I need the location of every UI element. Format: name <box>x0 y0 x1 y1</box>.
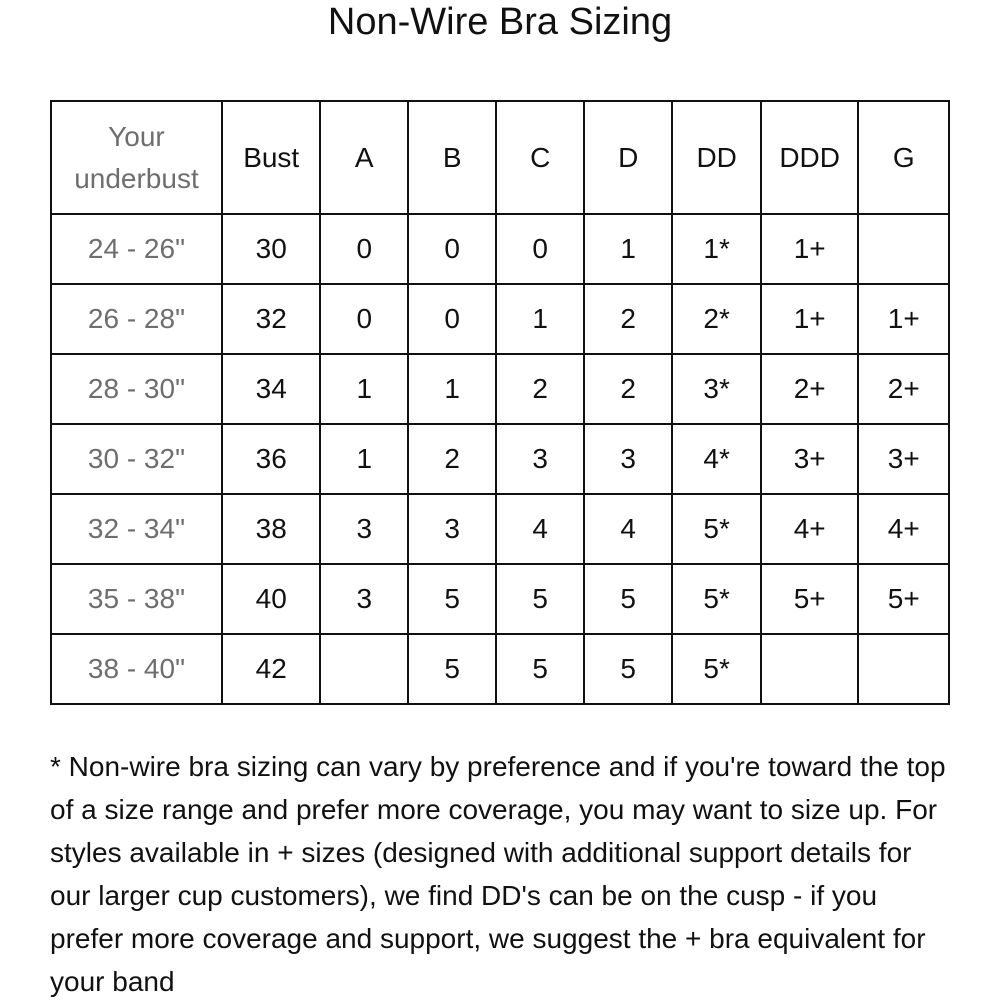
size-cell-ddd: 5+ <box>761 564 859 634</box>
size-cell-c: 2 <box>496 354 583 424</box>
size-cell-g: 3+ <box>858 424 949 494</box>
column-header-g: G <box>858 101 949 214</box>
table-row <box>51 354 949 424</box>
size-cell-b: 0 <box>408 214 496 284</box>
size-cell-a: 0 <box>320 284 407 354</box>
size-cell-dd: 5* <box>672 494 760 564</box>
size-cell-c: 3 <box>496 424 583 494</box>
size-cell-b: 5 <box>408 564 496 634</box>
size-cell-g: 2+ <box>858 354 949 424</box>
table-row <box>51 424 949 494</box>
size-cell-c: 5 <box>496 564 583 634</box>
column-header-bust: Bust <box>222 101 321 214</box>
size-cell-g: 1+ <box>858 284 949 354</box>
size-cell-ddd: 1+ <box>761 284 859 354</box>
underbust-range-cell: 28 - 30" <box>51 354 222 424</box>
size-cell-dd: 1* <box>672 214 760 284</box>
table-row <box>51 634 949 704</box>
size-cell-ddd: 3+ <box>761 424 859 494</box>
bust-cell: 42 <box>222 634 321 704</box>
size-cell-ddd <box>761 634 859 704</box>
sizing-footnote: * Non-wire bra sizing can vary by preference and if you're toward the top of a size range and prefer more coverage, you may want to size up. For styles available in + sizes (designed with additional support details for our larger cup customers), we find DD's can be on the cusp - if you prefer more coverage and support, we suggest the + bra equivalent for your band <box>50 751 946 997</box>
size-cell-b: 3 <box>408 494 496 564</box>
size-cell-b: 0 <box>408 284 496 354</box>
size-cell-ddd: 2+ <box>761 354 859 424</box>
size-cell-a: 3 <box>320 564 407 634</box>
size-cell-d: 4 <box>584 494 672 564</box>
column-header-b: B <box>408 101 496 214</box>
size-cell-g <box>858 214 949 284</box>
size-cell-d: 5 <box>584 634 672 704</box>
underbust-range-cell: 24 - 26" <box>51 214 222 284</box>
size-cell-c: 4 <box>496 494 583 564</box>
size-cell-dd: 2* <box>672 284 760 354</box>
underbust-range-cell: 35 - 38" <box>51 564 222 634</box>
size-cell-d: 3 <box>584 424 672 494</box>
size-cell-c: 1 <box>496 284 583 354</box>
underbust-range-cell: 30 - 32" <box>51 424 222 494</box>
column-header-c: C <box>496 101 583 214</box>
column-header-underbust: Your underbust <box>51 101 222 214</box>
column-header-dd: DD <box>672 101 760 214</box>
size-cell-d: 5 <box>584 564 672 634</box>
column-header-ddd: DDD <box>761 101 859 214</box>
size-cell-g <box>858 634 949 704</box>
size-cell-d: 2 <box>584 284 672 354</box>
page-title: Non-Wire Bra Sizing <box>327 1 673 43</box>
size-cell-b: 2 <box>408 424 496 494</box>
size-cell-d: 1 <box>584 214 672 284</box>
size-chart-table <box>50 100 950 705</box>
table-row <box>51 494 949 564</box>
underbust-range-cell: 32 - 34" <box>51 494 222 564</box>
size-cell-a <box>320 634 407 704</box>
bust-cell: 38 <box>222 494 321 564</box>
size-cell-a: 1 <box>320 424 407 494</box>
size-cell-g: 4+ <box>858 494 949 564</box>
size-cell-c: 5 <box>496 634 583 704</box>
size-cell-a: 1 <box>320 354 407 424</box>
table-row <box>51 564 949 634</box>
size-cell-g: 5+ <box>858 564 949 634</box>
size-cell-dd: 4* <box>672 424 760 494</box>
bust-cell: 30 <box>222 214 321 284</box>
bust-cell: 32 <box>222 284 321 354</box>
size-cell-ddd: 4+ <box>761 494 859 564</box>
size-cell-b: 1 <box>408 354 496 424</box>
table-header-row <box>51 101 949 214</box>
size-cell-c: 0 <box>496 214 583 284</box>
size-cell-a: 3 <box>320 494 407 564</box>
size-cell-dd: 3* <box>672 354 760 424</box>
size-cell-dd: 5* <box>672 634 760 704</box>
bust-cell: 36 <box>222 424 321 494</box>
size-cell-d: 2 <box>584 354 672 424</box>
table-row <box>51 214 949 284</box>
size-cell-dd: 5* <box>672 564 760 634</box>
table-row <box>51 284 949 354</box>
underbust-range-cell: 26 - 28" <box>51 284 222 354</box>
column-header-d: D <box>584 101 672 214</box>
size-cell-ddd: 1+ <box>761 214 859 284</box>
size-cell-a: 0 <box>320 214 407 284</box>
bust-cell: 34 <box>222 354 321 424</box>
size-cell-b: 5 <box>408 634 496 704</box>
column-header-a: A <box>320 101 407 214</box>
underbust-range-cell: 38 - 40" <box>51 634 222 704</box>
bust-cell: 40 <box>222 564 321 634</box>
